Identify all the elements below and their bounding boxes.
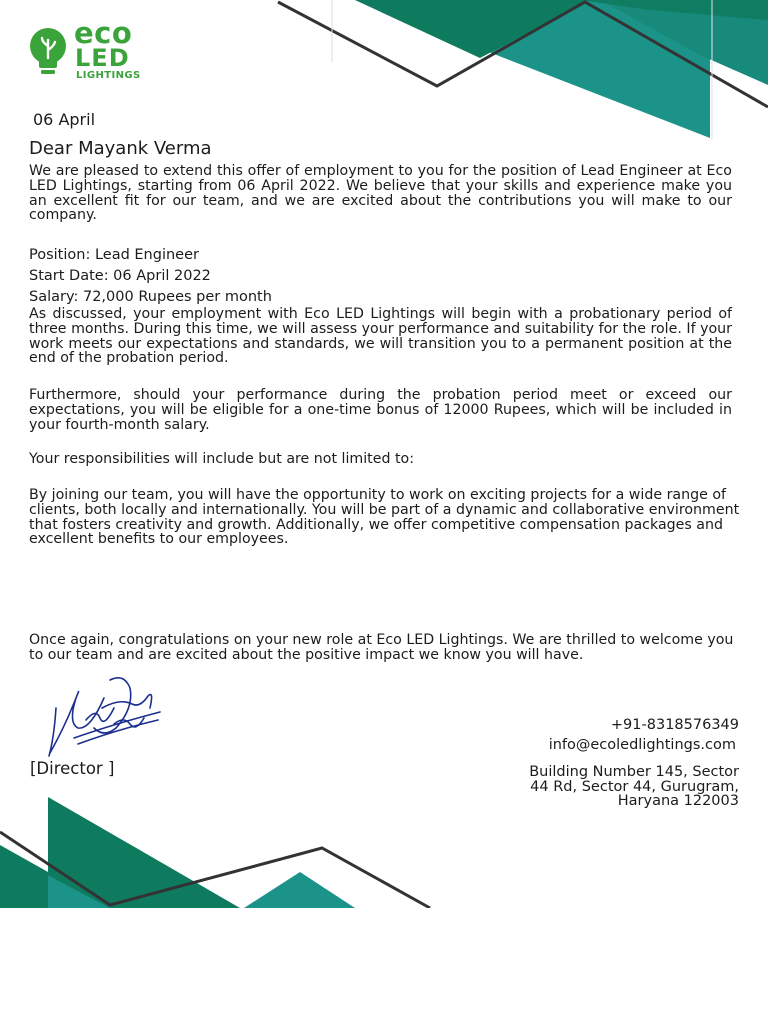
- position-line: Position: Lead Engineer: [29, 247, 199, 263]
- responsibilities-line: Your responsibilities will include but are not limited to:: [29, 451, 415, 467]
- letter-date: 06 April: [33, 110, 96, 129]
- signature-image: [44, 668, 164, 760]
- bonus-paragraph: Furthermore, should your performance during the probation period meet or exceed our expectations, you will be eligible for a one-time bonus of 12000 Rupees, which will be included in your fourth-month salary.: [29, 387, 732, 433]
- opportunity-paragraph: By joining our team, you will have the opportunity to work on exciting projects for a wide range of clients, both locally and internationally. You will be part of a dynamic and collaborative environment that fosters creativity and growth. Additionally, we offer competitive compensation packages and excellent benefits to our employees.: [29, 487, 740, 548]
- contact-phone: +91-8318576349: [610, 717, 739, 733]
- start-date-line: Start Date: 06 April 2022: [29, 268, 211, 284]
- contact-email: info@ecoledlightings.com: [548, 737, 736, 753]
- top-right-decoration: [278, 0, 768, 140]
- closing-paragraph: Once again, congratulations on your new role at Eco LED Lightings. We are thrilled to welcome you to our team and are excited about the positive impact we know you will have.: [29, 632, 734, 663]
- salutation: Dear Mayank Verma: [29, 138, 212, 159]
- bottom-left-decoration: [0, 797, 768, 1024]
- probation-paragraph: As discussed, your employment with Eco LED Lightings will begin with a probationary period of three months. During this time, we will assess your performance and suitability for the role. If your work meets our expectations and standards, we will transition you to a permanent position at the end of the probation period.: [29, 306, 732, 367]
- bottom-white-area: [0, 908, 768, 1024]
- bulb-icon: [28, 26, 72, 82]
- bottom-teal-mid: [244, 872, 355, 908]
- contact-address: Building Number 145, Sector 44 Rd, Sector 44, Gurugram, Haryana 122003: [529, 764, 739, 809]
- logo-text-lightings: LIGHTINGS: [76, 70, 141, 81]
- logo-text-led: LED: [75, 44, 130, 72]
- company-logo: [28, 16, 148, 88]
- logo-text-eco: eco: [74, 16, 133, 50]
- signatory-title: [Director ]: [30, 759, 115, 778]
- salary-line: Salary: 72,000 Rupees per month: [29, 289, 272, 305]
- bottom-dark-green-left: [0, 845, 48, 908]
- intro-paragraph: We are pleased to extend this offer of employment to you for the position of Lead Engineer at Eco LED Lightings, starting from 06 April 2022. We believe that your skills and experience make you an excellent fit for our team, and we are excited about the contributions you will make to our company.: [29, 163, 732, 224]
